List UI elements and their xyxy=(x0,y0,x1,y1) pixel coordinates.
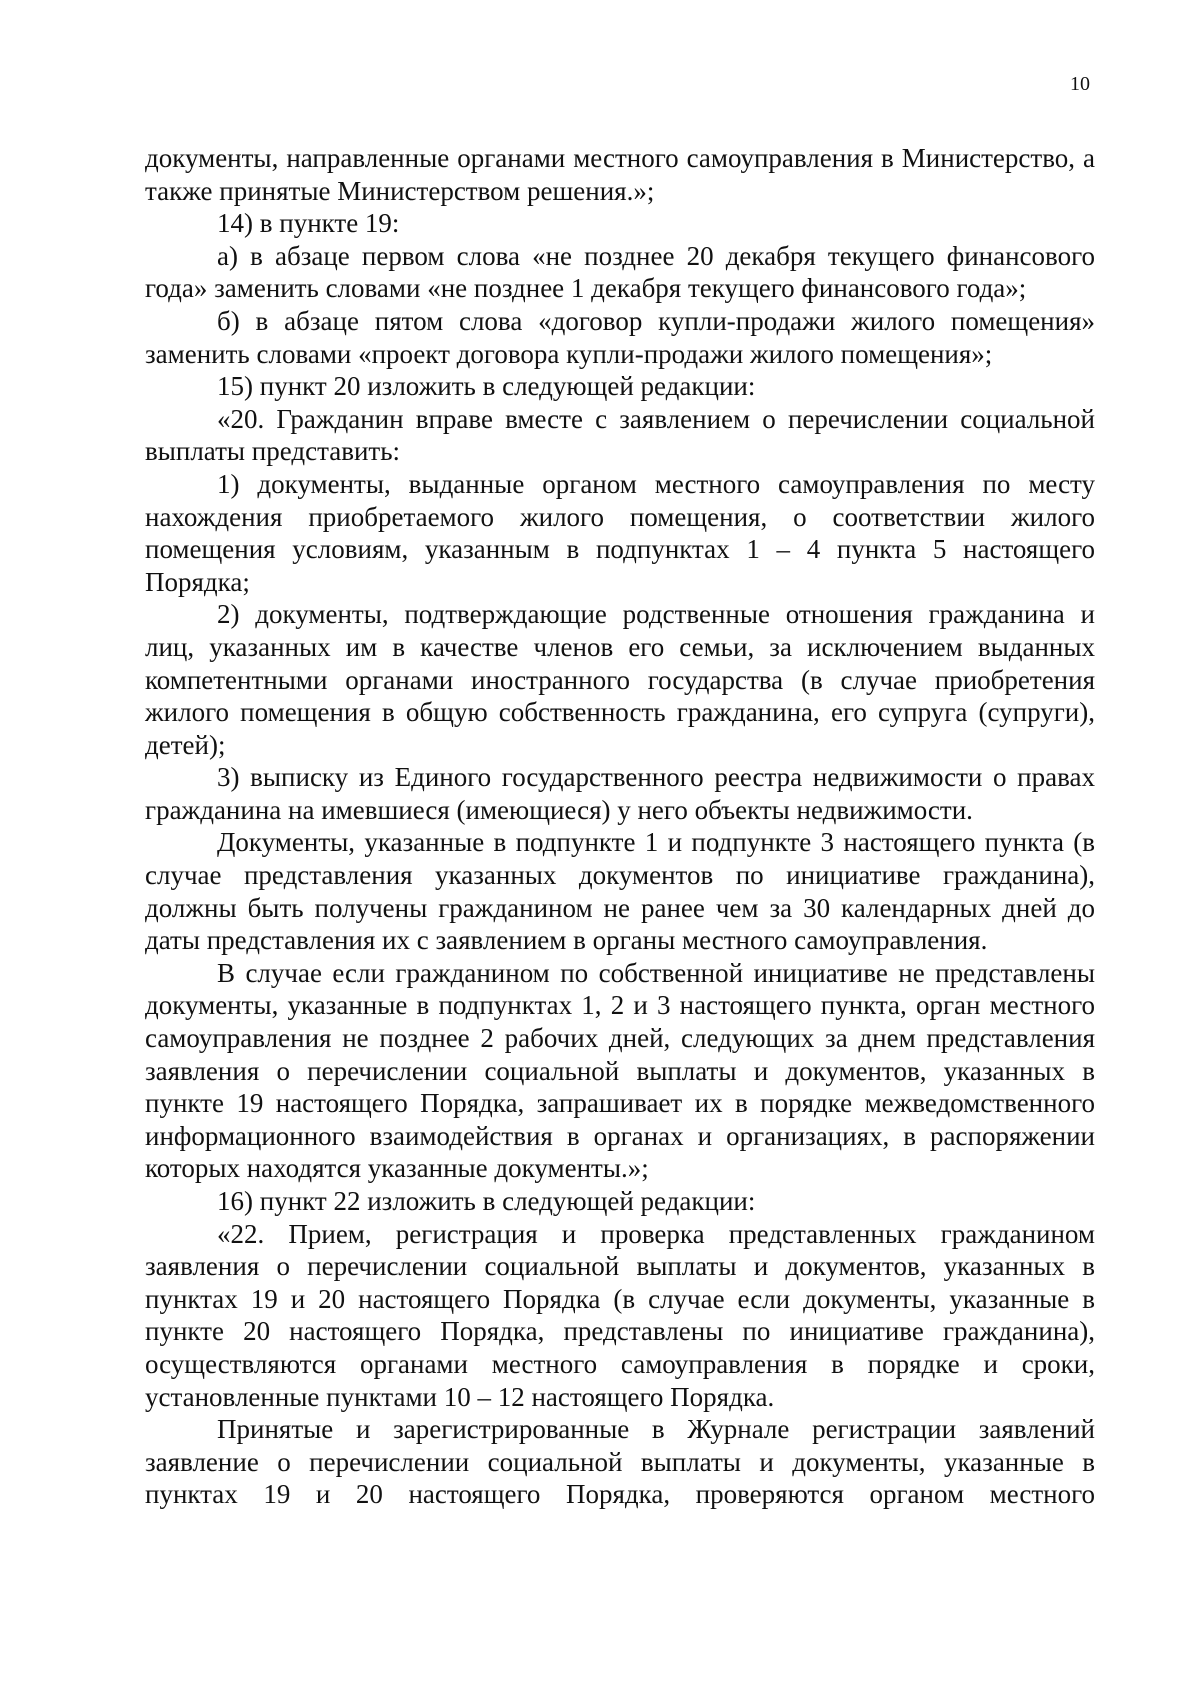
paragraph-item-14-b: б) в абзаце пятом слова «договор купли-продажи жилого помещения» заменить словами «проект договора купли-продажи жилого помещения»; xyxy=(145,305,1095,369)
paragraph-item-15: 15) пункт 20 изложить в следующей редакции: xyxy=(217,371,756,402)
paragraph-clause-20: «20. Гражданин вправе вместе с заявлением о перечислении социальной выплаты представить: xyxy=(145,403,1095,467)
paragraph-item-14: 14) в пункте 19: xyxy=(217,208,400,239)
paragraph-item-14-a: а) в абзаце первом слова «не позднее 20 декабря текущего финансового года» заменить словами «не позднее 1 декабря текущего финансового года»; xyxy=(145,240,1095,304)
paragraph-documents-validity: Документы, указанные в подпункте 1 и подпункте 3 настоящего пункта (в случае представления указанных документов по инициативе гражданина), должны быть получены гражданином не ранее чем за 30 календарных дней до даты представления их с заявлением в органы местного самоуправления. xyxy=(145,827,1095,956)
paragraph-clause-22-verification: Принятые и зарегистрированные в Журнале регистрации заявлений заявление о перечислении социальной выплаты и документы, указанные в пунктах 19 и 20 настоящего Порядка, проверяются органом местного xyxy=(145,1414,1095,1510)
paragraph-clause-20-sub-1: 1) документы, выданные органом местного самоуправления по месту нахождения приобретаемого жилого помещения, о соответствии жилого помещения условиям, указанным в подпунктах 1 – 4 пункта 5 настоящего Порядка; xyxy=(145,468,1095,597)
page-number: 10 xyxy=(1070,73,1090,95)
paragraph-clause-20-sub-3: 3) выписку из Единого государственного реестра недвижимости о правах гражданина на имевшиеся (имеющиеся) у него объекты недвижимости. xyxy=(145,762,1095,825)
paragraph-clause-22: «22. Прием, регистрация и проверка представленных гражданином заявления о перечислении социальной выплаты и документов, указанных в пунктах 19 и 20 настоящего Порядка (в случае если документы, указанные в пункте 20 настоящего Порядка, представлены по инициативе гражданина), осуществляются органами местного самоуправления в порядке и сроки, установленные пунктами 10 – 12 настоящего Порядка. xyxy=(145,1218,1095,1412)
paragraph-interagency-request: В случае если гражданином по собственной инициативе не представлены документы, указанные в подпунктах 1, 2 и 3 настоящего пункта, орган местного самоуправления не позднее 2 рабочих дней, следующих за днем представления заявления о перечислении социальной выплаты и документов, указанных в пункте 19 настоящего Порядка, запрашивает их в порядке межведомственного информационного взаимодействия в органах и организациях, в распоряжении которых находятся указанные документы.»; xyxy=(145,957,1095,1184)
document-body xyxy=(145,142,1095,1511)
paragraph-item-16: 16) пункт 22 изложить в следующей редакции: xyxy=(217,1186,756,1216)
paragraph-continuation: документы, направленные органами местного самоуправления в Министерство, а также принятые Министерством решения.»; xyxy=(145,143,1095,206)
paragraph-clause-20-sub-2: 2) документы, подтверждающие родственные отношения гражданина и лиц, указанных им в качестве членов его семьи, за исключением выданных компетентными органами иностранного государства (в случае приобретения жилого помещения в общую собственность гражданина, его супруга (супруги), детей); xyxy=(145,599,1095,760)
